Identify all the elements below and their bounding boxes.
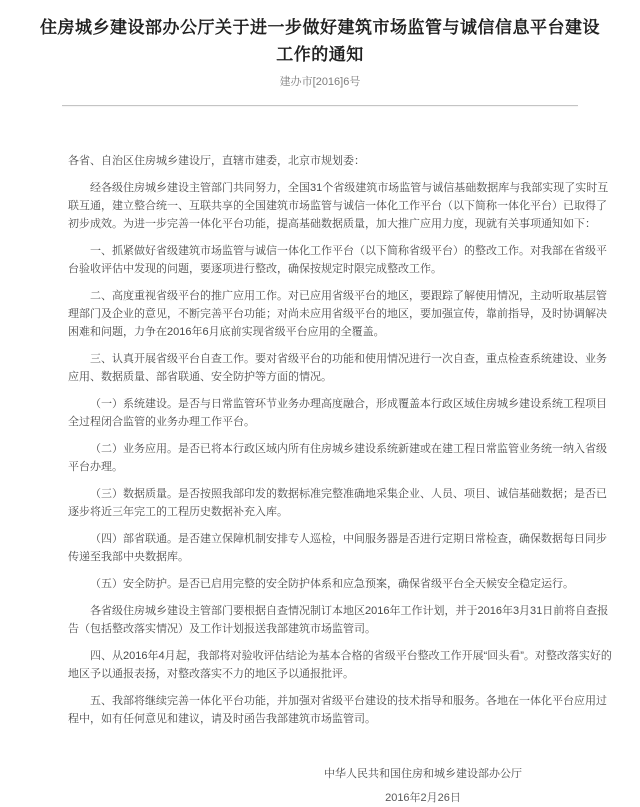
- body-paragraph-item-4: 四、从2016年4月起，我部将对验收评估结论为基本合格的省级平台整改工作开展“回头看”。对整改落实好的地区予以通报表扬，对整改落实不力的地区予以通报批评。: [68, 650, 612, 680]
- body-paragraph-item-1: 一、抓紧做好省级建筑市场监管与诚信一体化工作平台（以下简称省级平台）的整改工作。对我部在省级平台验收评估中发现的问题，要逐项进行整改，确保按规定时限完成整改工作。: [68, 245, 607, 275]
- body-paragraph-intro: 经各级住房城乡建设主管部门共同努力，全国31个省级建筑市场监管与诚信基础数据库与我部实现了实时互联互通，建立整合统一、互联共享的全国建筑市场监管与诚信一体化工作平台（以下简称一体化平台）已取得了初步成效。为进一步完善一体化平台功能，提高基础数据质量，加大推广应用力度，现就有关事项通知如下：: [68, 182, 609, 230]
- body-paragraph-item-5: 五、我部将继续完善一体化平台功能，并加强对省级平台建设的技术指导和服务。各地在一体化平台应用过程中，如有任何意见和建议，请及时函告我部建筑市场监管司。: [68, 695, 607, 725]
- issue-date: 2016年2月26日: [385, 792, 461, 804]
- body-paragraph-sub-3: （三）数据质量。是否按照我部印发的数据标准完整准确地采集企业、人员、项目、诚信基础数据；是否已逐步将近三年完工的工程历史数据补充入库。: [68, 488, 607, 518]
- body-paragraph-sub-5: （五）安全防护。是否已启用完整的安全防护体系和应急预案，确保省级平台全天候安全稳定运行。: [90, 578, 574, 590]
- title-divider: [62, 105, 578, 106]
- body-paragraph-report: 各省级住房城乡建设主管部门要根据自查情况制订本地区2016年工作计划，并于2016年3月31日前将自查报告（包括整改落实情况）及工作计划报送我部建筑市场监管司。: [68, 605, 609, 635]
- document-body: [68, 152, 616, 728]
- document-number: 建办市[2016]6号: [279, 76, 361, 88]
- body-paragraph-sub-2: （二）业务应用。是否已将本行政区域内所有住房城乡建设系统新建或在建工程日常监管业务统一纳入省级平台办理。: [68, 443, 607, 473]
- page-title: 住房城乡建设部办公厅关于进一步做好建筑市场监管与诚信信息平台建设工作的通知: [40, 18, 600, 64]
- document-page: [0, 14, 640, 804]
- body-paragraph-item-3: 三、认真开展省级平台自查工作。要对省级平台的功能和使用情况进行一次自查，重点检查系统建设、业务应用、数据质量、部省联通、安全防护等方面的情况。: [68, 353, 607, 383]
- body-paragraph-sub-4: （四）部省联通。是否建立保障机制安排专人巡检，中间服务器是否进行定期日常检查，确保数据每日同步传递至我部中央数据库。: [68, 533, 607, 563]
- body-paragraph-item-2: 二、高度重视省级平台的推广应用工作。对已应用省级平台的地区，要跟踪了解使用情况，主动听取基层管理部门及企业的意见，不断完善平台功能；对尚未应用省级平台的地区，要加强宣传，靠前指导，及时协调解决困难和问题，力争在2016年6月底前实现省级平台应用的全覆盖。: [68, 290, 607, 338]
- signature-block: [324, 765, 522, 807]
- body-paragraph-sub-1: （一）系统建设。是否与日常监管环节业务办理高度融合，形成覆盖本行政区域住房城乡建设系统工程项目全过程闭合监管的业务办理工作平台。: [68, 398, 607, 428]
- salutation: 各省、自治区住房城乡建设厅，直辖市建委，北京市规划委：: [68, 155, 365, 167]
- issuing-authority: 中华人民共和国住房和城乡建设部办公厅: [324, 768, 522, 780]
